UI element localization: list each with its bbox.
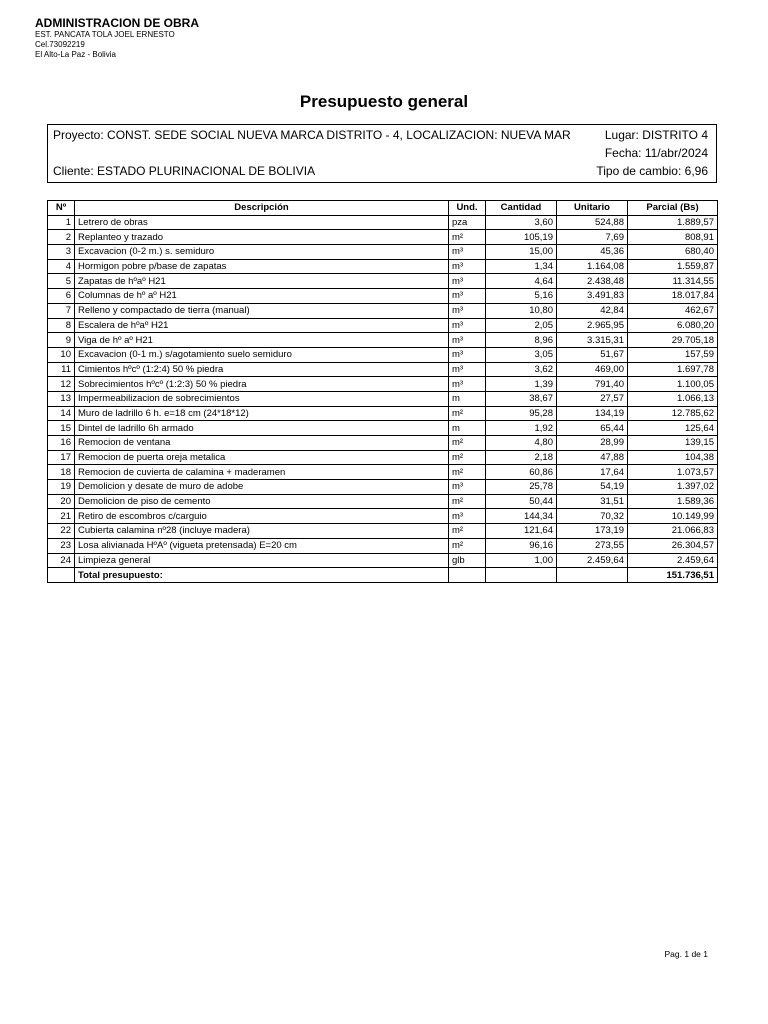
cell-quantity: 10,80 — [486, 303, 557, 318]
cell-number: 23 — [48, 538, 75, 553]
table-row — [48, 450, 718, 465]
cell-description: Excavacion (0-1 m.) s/agotamiento suelo semiduro — [75, 347, 449, 362]
cell-description: Dintel de ladrillo 6h armado — [75, 421, 449, 436]
cell-number: 20 — [48, 494, 75, 509]
company-header — [35, 16, 199, 60]
cell-quantity: 105,19 — [486, 230, 557, 245]
cell-unit-price: 3.491,83 — [557, 289, 628, 304]
cell-unit-price: 28,99 — [557, 436, 628, 451]
cell-quantity: 3,62 — [486, 362, 557, 377]
table-row — [48, 303, 718, 318]
cell-quantity: 2,18 — [486, 450, 557, 465]
cell-unit-price: 2.438,48 — [557, 274, 628, 289]
cell-number: 17 — [48, 450, 75, 465]
cell-unit-price: 54,19 — [557, 480, 628, 495]
cell-partial: 29.705,18 — [628, 333, 718, 348]
project-name: Proyecto: CONST. SEDE SOCIAL NUEVA MARCA DISTRITO - 4, LOCALIZACION: NUEVA MAR — [53, 128, 571, 142]
cell-quantity: 50,44 — [486, 494, 557, 509]
cell-partial: 157,59 — [628, 347, 718, 362]
cell-partial: 1.889,57 — [628, 215, 718, 230]
cell-partial: 139,15 — [628, 436, 718, 451]
cell-partial: 1.559,87 — [628, 259, 718, 274]
exchange-rate: Tipo de cambio: 6,96 — [596, 164, 708, 178]
cell-quantity: 1,39 — [486, 377, 557, 392]
page-number: Pag. 1 de 1 — [664, 949, 708, 959]
cell-quantity: 2,05 — [486, 318, 557, 333]
cell-unit: m — [449, 391, 486, 406]
project-date: Fecha: 11/abr/2024 — [604, 146, 708, 160]
table-row — [48, 406, 718, 421]
cell-description: Muro de ladrillo 6 h. e=18 cm (24*18*12) — [75, 406, 449, 421]
cell-description: Retiro de escombros c/carguio — [75, 509, 449, 524]
table-row — [48, 274, 718, 289]
cell-unit-price: 273,55 — [557, 538, 628, 553]
cell-unit-price: 17,64 — [557, 465, 628, 480]
cell-unit: m³ — [449, 362, 486, 377]
cell-unit: m² — [449, 406, 486, 421]
cell-number: 2 — [48, 230, 75, 245]
cell-number: 6 — [48, 289, 75, 304]
company-contact-name: EST. PANCATA TOLA JOEL ERNESTO — [35, 30, 175, 39]
table-row — [48, 480, 718, 495]
cell-quantity: 4,80 — [486, 436, 557, 451]
cell-partial: 104,38 — [628, 450, 718, 465]
cell-description: Excavacion (0-2 m.) s. semiduro — [75, 245, 449, 260]
cell-unit: pza — [449, 215, 486, 230]
cell-unit-price: 42,84 — [557, 303, 628, 318]
col-header-quantity: Cantidad — [486, 201, 557, 216]
table-header-row — [48, 201, 718, 216]
cell-quantity: 1,34 — [486, 259, 557, 274]
cell-number: 7 — [48, 303, 75, 318]
cell-unit: m³ — [449, 274, 486, 289]
table-row — [48, 245, 718, 260]
cell-partial: 2.459,64 — [628, 553, 718, 568]
cell-quantity: 1,00 — [486, 553, 557, 568]
total-blank-unit-price — [557, 568, 628, 583]
table-row — [48, 259, 718, 274]
cell-description: Sobrecimientos hºcº (1:2:3) 50 % piedra — [75, 377, 449, 392]
total-blank-unit — [449, 568, 486, 583]
table-row — [48, 362, 718, 377]
total-row — [48, 568, 718, 583]
cell-unit-price: 45,36 — [557, 245, 628, 260]
cell-description: Hormigon pobre p/base de zapatas — [75, 259, 449, 274]
table-row — [48, 289, 718, 304]
cell-unit: m — [449, 421, 486, 436]
col-header-unit: Und. — [449, 201, 486, 216]
table-row — [48, 318, 718, 333]
cell-partial: 1.073,57 — [628, 465, 718, 480]
cell-unit: m³ — [449, 259, 486, 274]
cell-partial: 1.066,13 — [628, 391, 718, 406]
cell-unit-price: 51,67 — [557, 347, 628, 362]
cell-number: 15 — [48, 421, 75, 436]
cell-partial: 808,91 — [628, 230, 718, 245]
cell-unit: m³ — [449, 509, 486, 524]
client-name: Cliente: ESTADO PLURINACIONAL DE BOLIVIA — [53, 164, 316, 178]
cell-unit-price: 1.164,08 — [557, 259, 628, 274]
cell-partial: 12.785,62 — [628, 406, 718, 421]
cell-description: Letrero de obras — [75, 215, 449, 230]
cell-unit-price: 27,57 — [557, 391, 628, 406]
cell-number: 5 — [48, 274, 75, 289]
cell-unit-price: 2.965,95 — [557, 318, 628, 333]
company-name: ADMINISTRACION DE OBRA — [35, 16, 199, 30]
table-row — [48, 215, 718, 230]
cell-description: Columnas de hº aº H21 — [75, 289, 449, 304]
cell-quantity: 5,16 — [486, 289, 557, 304]
cell-unit: m² — [449, 450, 486, 465]
table-row — [48, 421, 718, 436]
total-value: 151.736,51 — [628, 568, 718, 583]
cell-unit-price: 2.459,64 — [557, 553, 628, 568]
cell-description: Replanteo y trazado — [75, 230, 449, 245]
cell-unit: m² — [449, 494, 486, 509]
cell-unit: m³ — [449, 347, 486, 362]
cell-unit-price: 469,00 — [557, 362, 628, 377]
table-row — [48, 524, 718, 539]
cell-description: Escalera de hºaº H21 — [75, 318, 449, 333]
cell-quantity: 4,64 — [486, 274, 557, 289]
cell-number: 12 — [48, 377, 75, 392]
cell-number: 11 — [48, 362, 75, 377]
cell-unit: m³ — [449, 245, 486, 260]
cell-unit: m² — [449, 436, 486, 451]
document-title: Presupuesto general — [299, 92, 469, 111]
cell-unit-price: 524,88 — [557, 215, 628, 230]
cell-number: 4 — [48, 259, 75, 274]
project-info-box — [47, 124, 717, 183]
cell-number: 24 — [48, 553, 75, 568]
cell-number: 3 — [48, 245, 75, 260]
cell-quantity: 3,60 — [486, 215, 557, 230]
table-row — [48, 391, 718, 406]
cell-description: Zapatas de hºaº H21 — [75, 274, 449, 289]
budget-rows — [48, 215, 718, 568]
cell-number: 22 — [48, 524, 75, 539]
cell-unit: m² — [449, 524, 486, 539]
total-label: Total presupuesto: — [75, 568, 449, 583]
cell-description: Limpieza general — [75, 553, 449, 568]
company-phone: Cel.73092219 — [35, 40, 85, 49]
table-row — [48, 436, 718, 451]
col-header-partial: Parcial (Bs) — [628, 201, 718, 216]
cell-description: Remocion de ventana — [75, 436, 449, 451]
cell-quantity: 60,86 — [486, 465, 557, 480]
cell-unit: m³ — [449, 303, 486, 318]
table-row — [48, 465, 718, 480]
cell-partial: 18.017,84 — [628, 289, 718, 304]
cell-unit-price: 7,69 — [557, 230, 628, 245]
table-row — [48, 333, 718, 348]
cell-number: 19 — [48, 480, 75, 495]
cell-quantity: 95,28 — [486, 406, 557, 421]
company-location: El Alto-La Paz - Bolivia — [35, 50, 116, 59]
cell-partial: 462,67 — [628, 303, 718, 318]
table-row — [48, 538, 718, 553]
project-location: Lugar: DISTRITO 4 — [604, 128, 708, 142]
col-header-description: Descripción — [75, 201, 449, 216]
cell-partial: 21.066,83 — [628, 524, 718, 539]
table-row — [48, 347, 718, 362]
cell-partial: 125,64 — [628, 421, 718, 436]
cell-unit-price: 3.315,31 — [557, 333, 628, 348]
cell-unit: m³ — [449, 289, 486, 304]
cell-number: 13 — [48, 391, 75, 406]
cell-unit: m³ — [449, 480, 486, 495]
table-row — [48, 509, 718, 524]
cell-number: 8 — [48, 318, 75, 333]
cell-unit: m² — [449, 465, 486, 480]
cell-partial: 26.304,57 — [628, 538, 718, 553]
cell-quantity: 25,78 — [486, 480, 557, 495]
table-row — [48, 494, 718, 509]
cell-description: Relleno y compactado de tierra (manual) — [75, 303, 449, 318]
cell-description: Demolicion de piso de cemento — [75, 494, 449, 509]
cell-unit: m² — [449, 230, 486, 245]
cell-description: Cubierta calamina nº28 (incluye madera) — [75, 524, 449, 539]
cell-partial: 1.397,02 — [628, 480, 718, 495]
cell-partial: 11.314,55 — [628, 274, 718, 289]
cell-number: 9 — [48, 333, 75, 348]
cell-quantity: 15,00 — [486, 245, 557, 260]
cell-description: Losa alivianada HºAº (vigueta pretensada) E=20 cm — [75, 538, 449, 553]
total-blank-quantity — [486, 568, 557, 583]
col-header-number: Nº — [48, 201, 75, 216]
cell-partial: 1.100,05 — [628, 377, 718, 392]
cell-number: 21 — [48, 509, 75, 524]
cell-partial: 680,40 — [628, 245, 718, 260]
cell-unit-price: 47,88 — [557, 450, 628, 465]
cell-description: Remocion de cuvierta de calamina + maderamen — [75, 465, 449, 480]
cell-number: 18 — [48, 465, 75, 480]
cell-number: 16 — [48, 436, 75, 451]
cell-quantity: 1,92 — [486, 421, 557, 436]
col-header-unit-price: Unitario — [557, 201, 628, 216]
cell-quantity: 144,34 — [486, 509, 557, 524]
cell-quantity: 8,96 — [486, 333, 557, 348]
cell-number: 10 — [48, 347, 75, 362]
cell-quantity: 121,64 — [486, 524, 557, 539]
cell-number: 14 — [48, 406, 75, 421]
budget-table — [47, 200, 718, 583]
cell-unit: m³ — [449, 333, 486, 348]
cell-number: 1 — [48, 215, 75, 230]
table-row — [48, 377, 718, 392]
cell-quantity: 38,67 — [486, 391, 557, 406]
cell-unit-price: 791,40 — [557, 377, 628, 392]
cell-description: Remocion de puerta oreja metalica — [75, 450, 449, 465]
cell-quantity: 3,05 — [486, 347, 557, 362]
cell-partial: 10.149,99 — [628, 509, 718, 524]
cell-partial: 6.080,20 — [628, 318, 718, 333]
cell-unit-price: 31,51 — [557, 494, 628, 509]
table-row — [48, 230, 718, 245]
cell-description: Demolicion y desate de muro de adobe — [75, 480, 449, 495]
cell-unit: m² — [449, 538, 486, 553]
cell-partial: 1.589,36 — [628, 494, 718, 509]
cell-unit: glb — [449, 553, 486, 568]
cell-description: Cimientos hºcº (1:2:4) 50 % piedra — [75, 362, 449, 377]
cell-unit: m³ — [449, 377, 486, 392]
table-row — [48, 553, 718, 568]
cell-unit-price: 134,19 — [557, 406, 628, 421]
cell-partial: 1.697,78 — [628, 362, 718, 377]
total-blank-number — [48, 568, 75, 583]
cell-quantity: 96,16 — [486, 538, 557, 553]
cell-unit-price: 65,44 — [557, 421, 628, 436]
cell-unit-price: 173,19 — [557, 524, 628, 539]
cell-unit: m³ — [449, 318, 486, 333]
cell-description: Impermeabilizacion de sobrecimientos — [75, 391, 449, 406]
cell-unit-price: 70,32 — [557, 509, 628, 524]
cell-description: Viga de hº aº H21 — [75, 333, 449, 348]
